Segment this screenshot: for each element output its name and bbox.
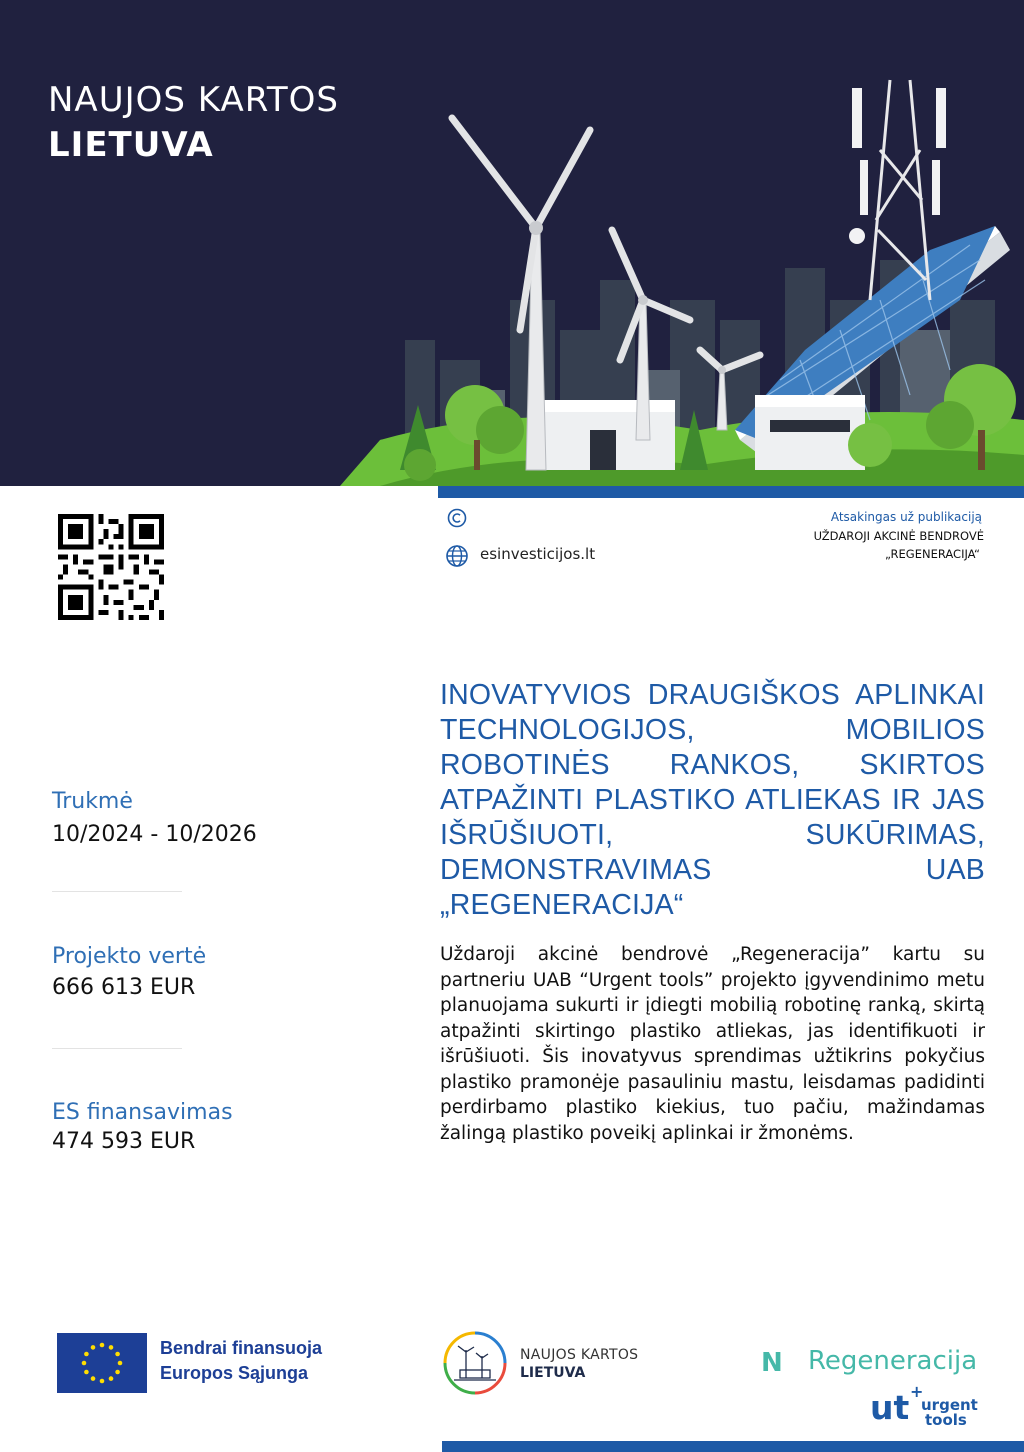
eu-funding-value: 474 593 EUR (52, 1129, 196, 1154)
regeneracija-logo-text: Regeneracija (808, 1346, 978, 1376)
globe-icon (445, 544, 469, 568)
hero-title-line1: NAUJOS KARTOS (48, 80, 339, 120)
eu-cofunded-line2: Europos Sąjunga (160, 1363, 309, 1383)
regeneracija-logo-icon: N (761, 1348, 783, 1378)
duration-value: 10/2024 - 10/2026 (52, 822, 257, 847)
project-value-label: Projekto vertė (52, 944, 207, 969)
urgent-tools-line1: urgent (921, 1396, 978, 1414)
nk-logo-line1: NAUJOS KARTOS (520, 1347, 639, 1363)
duration-label: Trukmė (52, 789, 133, 814)
project-value: 666 613 EUR (52, 975, 196, 1000)
qr-code[interactable] (58, 514, 164, 620)
hero-illustration (0, 0, 1024, 486)
urgent-tools-plus: + (910, 1382, 924, 1401)
project-description: Uždaroji akcinė bendrovė „Regeneracija” kartu su partneriu UAB “Urgent tools” projekto įgyvendinimo metu planuojama sukurti ir įdiegti mobilią robotinę ranką, skirtą atpažinti skirtingo plastiko atliekas, jas identifikuoti ir išrūšiuoti. Šis inovatyvus sprendimas užtikrins pokyčius plastiko pramonėje pasauliniu mastu, leisdamas padidinti perdirbamo plastiko kiekius, tuo pačiu, mažindamas žalingą plastiko poveikį aplinkai ir žmonėms. (440, 944, 985, 1144)
urgent-tools-logo-icon: ut (870, 1388, 910, 1427)
project-title: INOVATYVIOS DRAUGIŠKOS APLINKAI TECHNOLOGIJOS, MOBILIOS ROBOTINĖS RANKOS, SKIRTOS ATPAŽINTI PLASTIKO ATLIEKAS IR JAS IŠRŪŠIUOTI, SUKŪRIMAS, DEMONSTRAVIMAS UAB „REGENERACIJA“ (440, 679, 985, 921)
naujos-kartos-logo-icon (442, 1330, 508, 1396)
eu-cofunded-line1: Bendrai finansuoja (160, 1338, 323, 1358)
urgent-tools-line2: tools (925, 1411, 967, 1429)
eu-flag-icon (57, 1333, 147, 1393)
website-link[interactable]: esinvesticijos.lt (480, 545, 596, 563)
hero-banner (0, 0, 1024, 486)
bottom-accent-bar (442, 1441, 1024, 1452)
separator (52, 891, 182, 892)
separator (52, 1048, 182, 1049)
responsible-label: Atsakingas už publikaciją (830, 510, 982, 524)
copyright-icon (447, 508, 467, 528)
responsible-line2: „REGENERACIJA“ (885, 547, 980, 561)
nk-logo-line2: LIETUVA (520, 1365, 586, 1381)
top-accent-bar (438, 486, 1024, 498)
responsible-line1: UŽDAROJI AKCINĖ BENDROVĖ (813, 529, 984, 543)
eu-funding-label: ES finansavimas (52, 1100, 233, 1125)
hero-title-line2: LIETUVA (48, 125, 214, 165)
